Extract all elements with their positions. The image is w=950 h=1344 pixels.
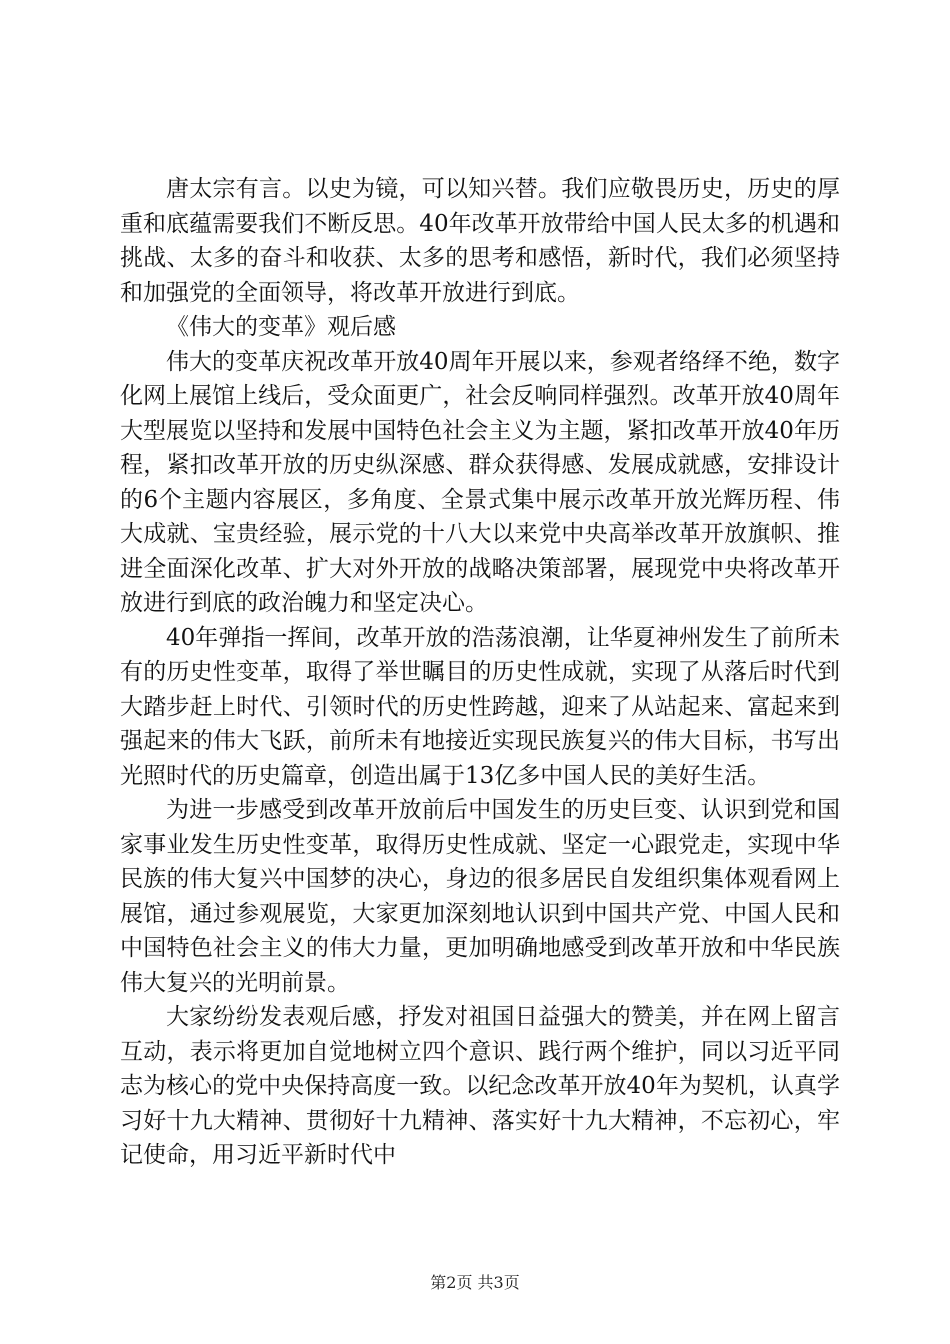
document-body — [120, 172, 840, 1173]
paragraph-forty-years: 40年弹指一挥间，改革开放的浩荡浪潮，让华夏神州发生了前所未有的历史性变革，取得了举世瞩目的历史性成就，实现了从落后时代到大踏步赶上时代、引领时代的历史性跨越，迎来了从站起来、富起来到强起来的伟大飞跃，前所未有地接近实现民族复兴的伟大目标，书写出光照时代的历史篇章，创造出属于13亿多中国人民的美好生活。 — [120, 624, 840, 789]
section-heading: 《伟大的变革》观后感 — [166, 314, 396, 340]
paragraph-residents: 为进一步感受到改革开放前后中国发生的历史巨变、认识到党和国家事业发生历史性变革，取得历史性成就、坚定一心跟党走，实现中华民族的伟大复兴中国梦的决心，身边的很多居民自发组织集体观看网上展馆，通过参观展览，大家更加深刻地认识到中国共产党、中国人民和中国特色社会主义的伟大力量，更加明确地感受到改革开放和中华民族伟大复兴的光明前景。 — [120, 797, 840, 996]
paragraph-exhibition: 伟大的变革庆祝改革开放40周年开展以来，参观者络绎不绝，数字化网上展馆上线后，受众面更广，社会反响同样强烈。改革开放40周年大型展览以坚持和发展中国特色社会主义为主题，紧扣改革开放40年历程，紧扣改革开放的历史纵深感、群众获得感、发展成就感，安排设计的6个主题内容展区，多角度、全景式集中展示改革开放光辉历程、伟大成就、宝贵经验，展示党的十八大以来党中央高举改革开放旗帜、推进全面深化改革、扩大对外开放的战略决策部署，展现党中央将改革开放进行到底的政治魄力和坚定决心。 — [120, 348, 840, 616]
paragraph-reflections: 大家纷纷发表观后感，抒发对祖国日益强大的赞美，并在网上留言互动，表示将更加自觉地树立四个意识、践行两个维护，同以习近平同志为核心的党中央保持高度一致。以纪念改革开放40年为契机，认真学习好十九大精神、贯彻好十九精神、落实好十九大精神，不忘初心，牢记使命，用习近平新时代中 — [120, 1004, 840, 1168]
page-number: 第2页 共3页 — [430, 1273, 520, 1292]
paragraph-intro: 唐太宗有言。以史为镜，可以知兴替。我们应敬畏历史，历史的厚重和底蕴需要我们不断反思。40年改革开放带给中国人民太多的机遇和挑战、太多的奋斗和收获、太多的思考和感悟，新时代，我们必须坚持和加强党的全面领导，将改革开放进行到底。 — [120, 176, 840, 306]
